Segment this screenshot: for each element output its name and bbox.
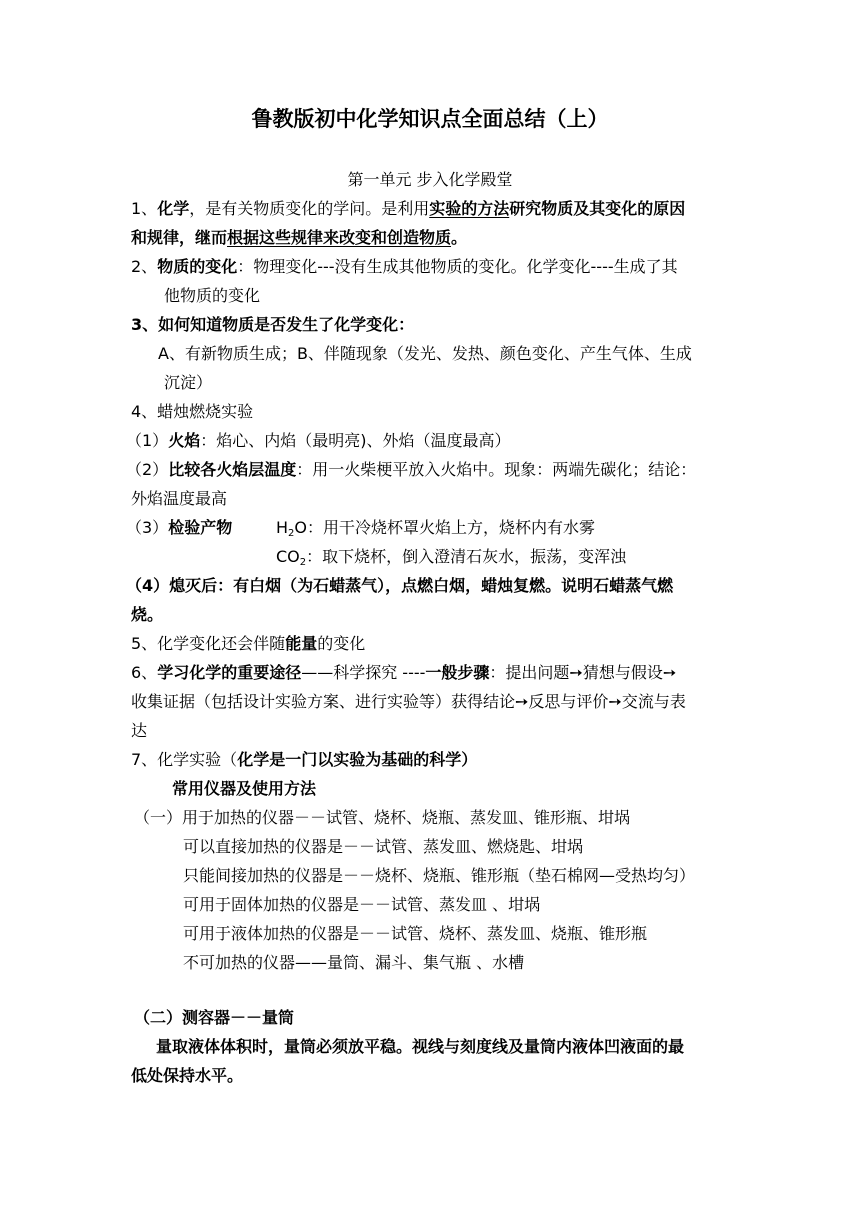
item-3-heading: 3、如何知道物质是否发生了化学变化：	[131, 315, 415, 334]
item-2-line-1: 2、物质的变化：物理变化---没有生成其他物质的变化。化学变化----生成了其	[131, 257, 678, 276]
item-4-heading: 4、蜡烛燃烧实验	[131, 402, 254, 421]
item-4-part-2-line-2: 外焰温度最高	[131, 489, 228, 508]
item-1-line-2: 和规律，继而根据这些规律来改变和创造物质。	[131, 228, 468, 247]
item-4-part-1: （1）火焰：焰心、内焰（最明亮)、外焰（温度最高）	[126, 431, 511, 450]
item-4-co2-test: $CO_2$：取下烧杯，倒入澄清石灰水，振荡，变浑浊	[276, 547, 627, 568]
item-1-line-1: 1、化学，是有关物质变化的学问。是利用实验的方法研究物质及其变化的原因	[131, 199, 686, 218]
item-3-line-3: 沉淀）	[164, 373, 213, 392]
item-4-h2o-test: $H_2O$：用干冷烧杯罩火焰上方，烧杯内有水雾	[276, 518, 596, 539]
instrument-line-3: 只能间接加热的仪器是－－烧杯、烧瓶、锥形瓶（垫石棉网—受热均匀）	[183, 866, 696, 885]
instrument-line-2: 可以直接加热的仪器是－－试管、蒸发皿、燃烧匙、坩埚	[183, 837, 584, 856]
item-6-line-3: 达	[131, 721, 148, 740]
instruments-heading: 常用仪器及使用方法	[172, 779, 317, 798]
document-title: 鲁教版初中化学知识点全面总结（上）	[251, 107, 609, 131]
item-4-part-4: （4）熄灭后：有白烟（为石蜡蒸气），点燃白烟，蜡烛复燃。说明石蜡蒸气燃	[126, 576, 674, 595]
item-3-line-2: A、有新物质生成；B、伴随现象（发光、发热、颜色变化、产生气体、生成	[158, 344, 692, 363]
graduated-cylinder-line-1: 量取液体体积时，量筒必须放平稳。视线与刻度线及量筒内液体凹液面的最	[156, 1037, 685, 1056]
instrument-line-1: （一）用于加热的仪器－－试管、烧杯、烧瓶、蒸发皿、锥形瓶、坩埚	[134, 808, 631, 827]
item-7-heading: 7、化学实验（化学是一门以实验为基础的科学）	[131, 750, 478, 769]
item-5: 5、化学变化还会伴随能量的变化	[131, 634, 366, 653]
instrument-line-4: 可用于固体加热的仪器是－－试管、蒸发皿 、坩埚	[183, 895, 541, 914]
item-2-line-2: 他物质的变化	[164, 286, 261, 305]
item-6-line-2: 收集证据（包括设计实验方案、进行实验等）获得结论➙反思与评价➙交流与表	[131, 692, 686, 711]
instrument-line-5: 可用于液体加热的仪器是－－试管、烧杯、蒸发皿、烧瓶、锥形瓶	[183, 924, 648, 943]
graduated-cylinder-line-2: 低处保持水平。	[131, 1066, 244, 1085]
item-4-part-2: （2）比较各火焰层温度：用一火柴梗平放入火焰中。现象：两端先碳化；结论：	[126, 460, 697, 479]
graduated-cylinder-heading: （二）测容器－－量筒	[134, 1008, 295, 1027]
item-4-part-4-line-2: 烧。	[131, 605, 164, 624]
item-6-line-1: 6、学习化学的重要途径——科学探究 ----一般步骤：提出问题➙猜想与假设➙	[131, 663, 677, 682]
item-4-part-3: （3）检验产物	[126, 518, 233, 537]
unit-title: 第一单元 步入化学殿堂	[347, 170, 513, 189]
instrument-line-6: 不可加热的仪器——量筒、漏斗、集气瓶 、水槽	[183, 953, 525, 972]
